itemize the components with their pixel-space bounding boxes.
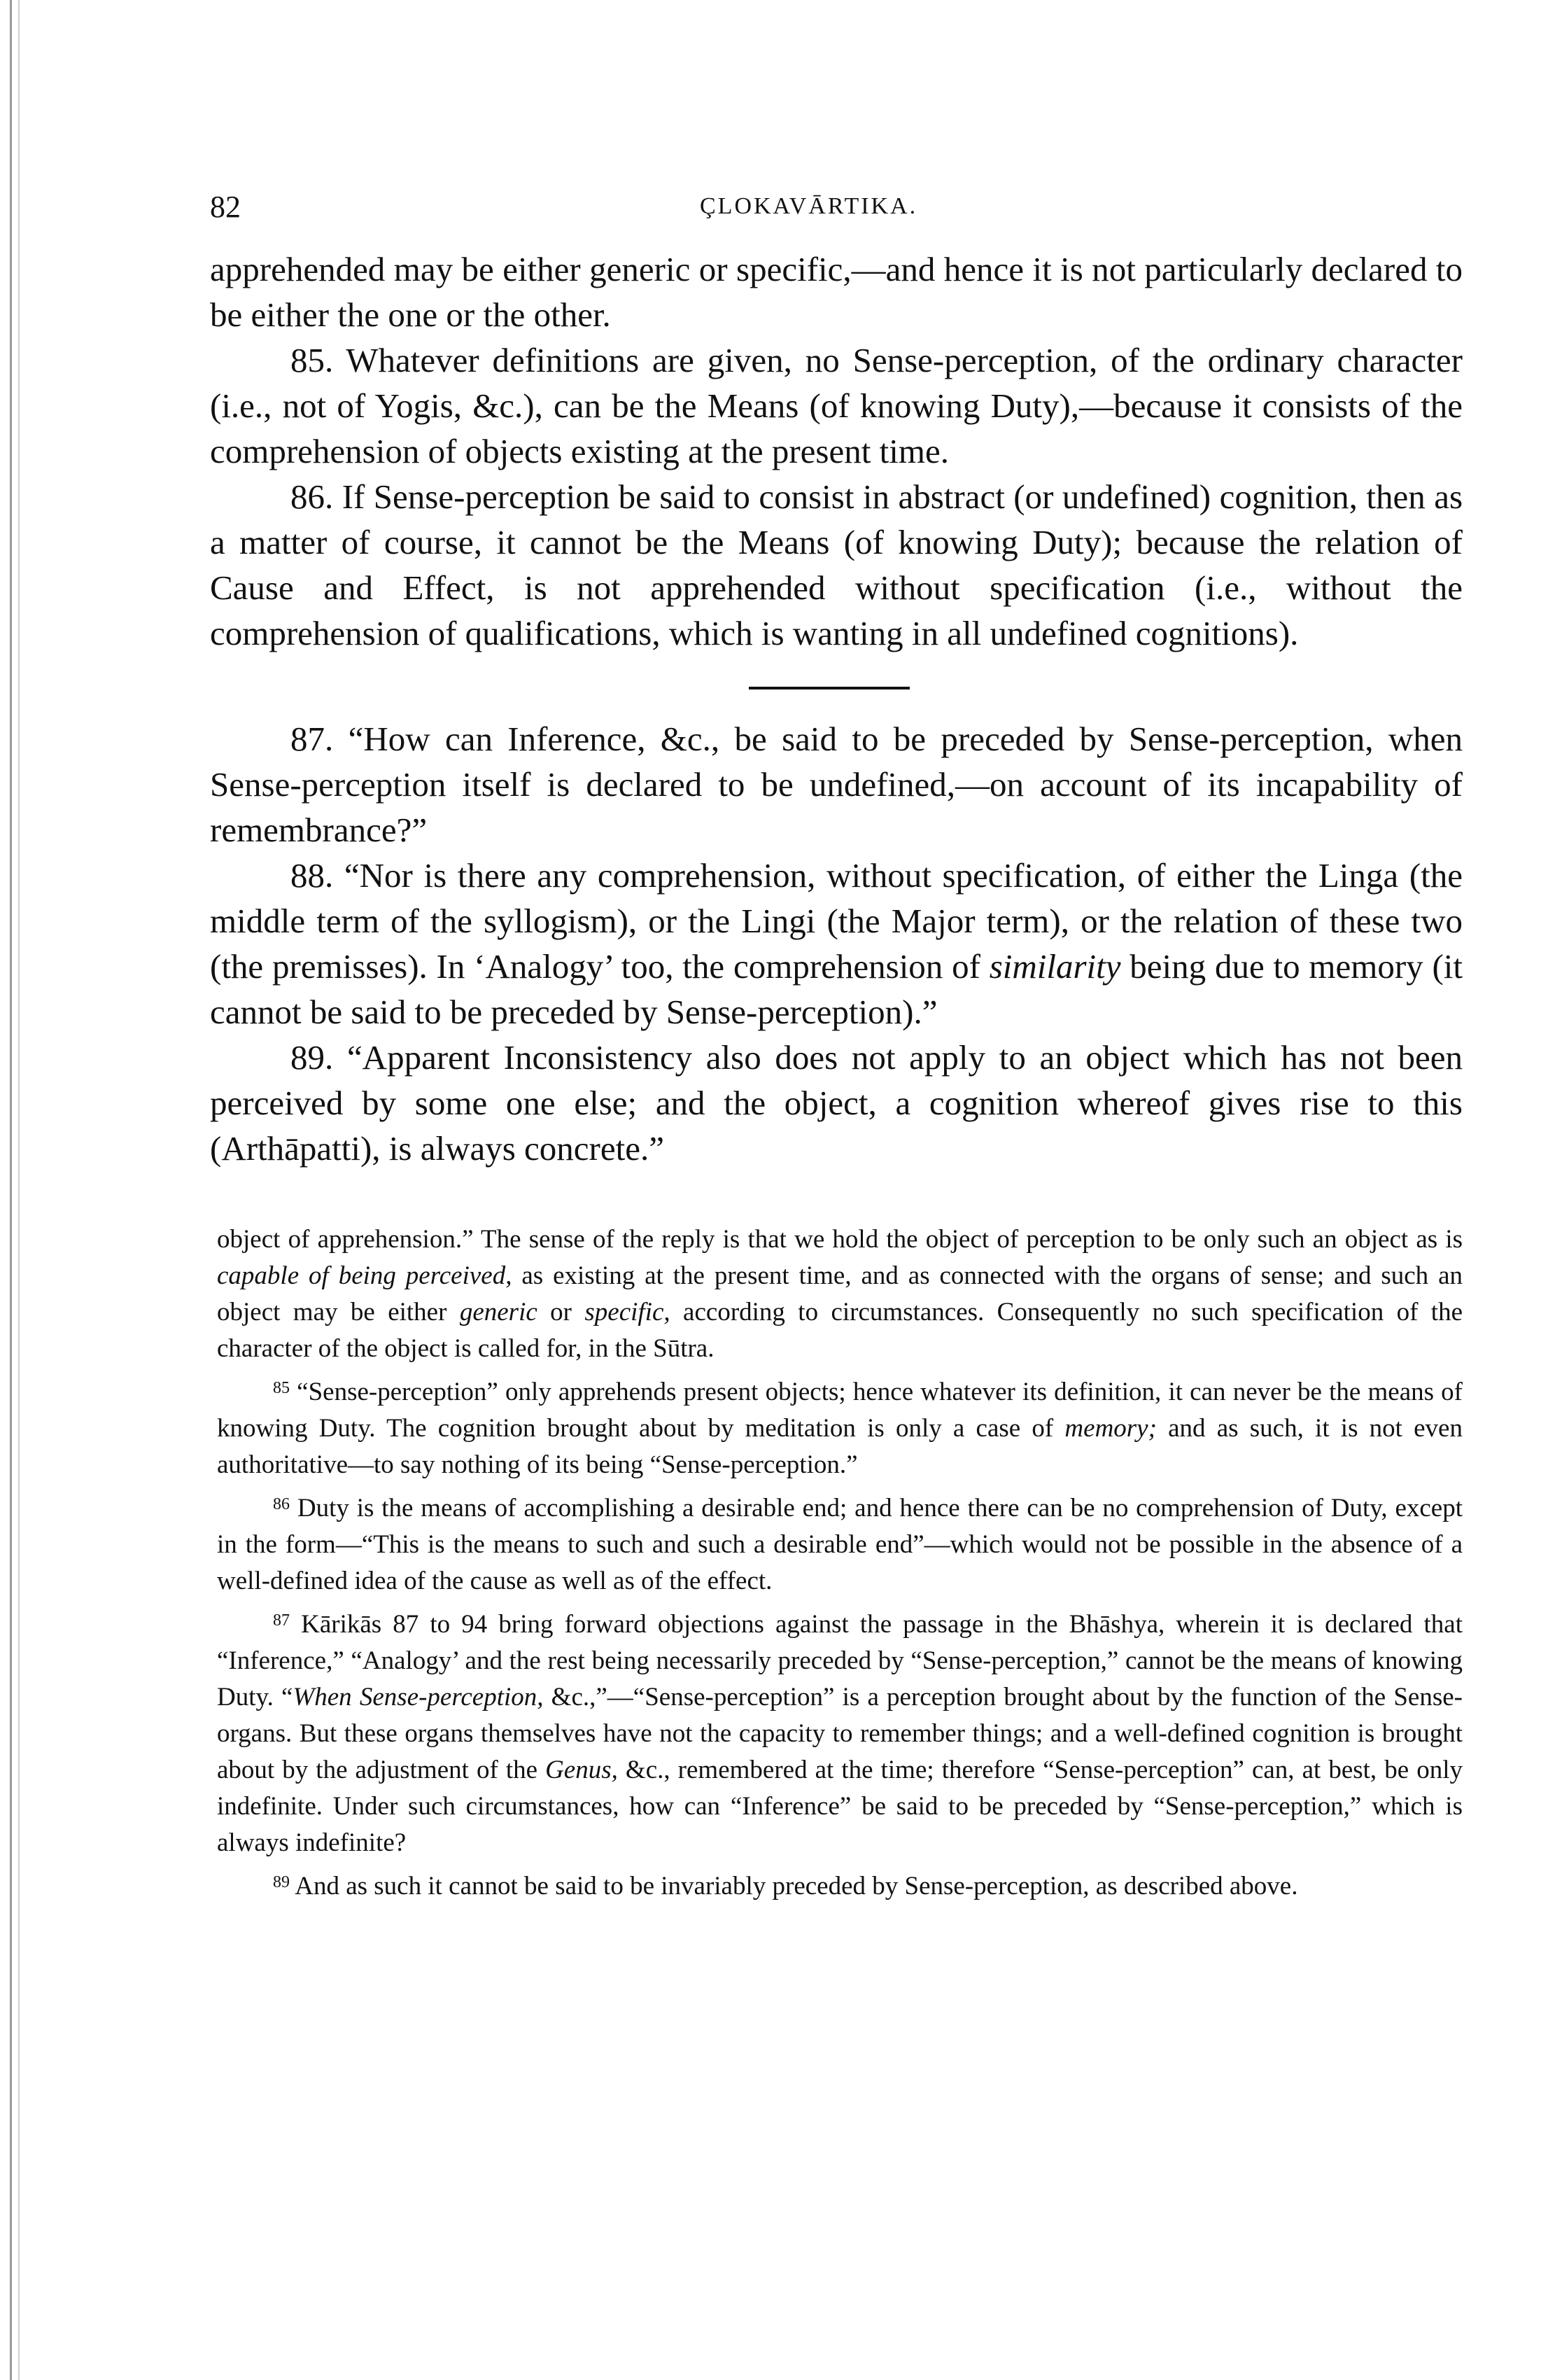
- verse-86: [210, 474, 1463, 656]
- verse-number: 87.: [290, 720, 334, 758]
- page-number: 82: [210, 190, 241, 224]
- footnote-86: [217, 1490, 1463, 1600]
- main-text: [210, 246, 1463, 1171]
- footnote-number: 85: [273, 1379, 290, 1397]
- footnote-text: or: [537, 1298, 585, 1326]
- verse-text: “Apparent Inconsistency also does not apply to an object which has not been perceived by some one else; and the object, a cognition whereof gives rise to this (Arthāpatti), is always concrete.”: [210, 1038, 1463, 1168]
- verse-87: [210, 716, 1463, 853]
- section-divider: [749, 687, 910, 690]
- footnote-text: Duty is the means of accomplishing a desirable end; and hence there can be no comprehension of Duty, except in the form—“This is the means to such and such a desirable end”—which would not be possible in the absence of a well-defined idea of the cause as well as of the effect.: [217, 1494, 1463, 1595]
- footnote-text: &c., remembered at the time; therefore “Sense-perception” can, at best, be only indefinite. Under such circumstances, how can “Inference” be said to be preceded by “Sense-perception,” which is always indefinite?: [217, 1756, 1463, 1857]
- verse-number: 88.: [290, 856, 334, 895]
- paragraph-text: apprehended may be either generic or specific,—and hence it is not particularly declared to be either the one or the other.: [210, 250, 1463, 334]
- verse-85: [210, 337, 1463, 474]
- paragraph-continued: [210, 246, 1463, 337]
- verse-text-cont: being due to memory (it cannot be said to be preceded by Sense-perception).”: [210, 947, 1463, 1031]
- verse-text: “How can Inference, &c., be said to be preceded by Sense-perception, when Sense-perception itself is declared to be undefined,—on account of its incapability of remembrance?”: [210, 720, 1463, 849]
- verse-text: “Nor is there any comprehension, without specification, of either the Linga (the middle term of the syllogism), or the Lingi (the Major term), or the relation of these two (the premisses). In ‘Analogy’ too, the comprehension of: [210, 856, 1463, 986]
- footnote-87: [217, 1606, 1463, 1861]
- footnotes: [210, 1222, 1463, 1905]
- verse-88: [210, 853, 1463, 1035]
- verse-89: [210, 1035, 1463, 1171]
- footnote-89: [217, 1868, 1463, 1905]
- running-head: [210, 189, 1463, 231]
- footnote-number: 86: [273, 1495, 290, 1513]
- emphasis: similarity: [989, 947, 1121, 986]
- footnote-text: object of apprehension.” The sense of the reply is that we hold the object of perception to be only such an object as is: [217, 1225, 1463, 1254]
- emphasis: generic: [459, 1298, 537, 1326]
- verse-text: Whatever definitions are given, no Sense-perception, of the ordinary character (i.e., not of Yogis, &c.), can be the Means (of knowing Duty),—because it consists of the comprehension of objects existing at the present time.: [210, 341, 1463, 470]
- emphasis: specific,: [584, 1298, 670, 1326]
- verse-number: 85.: [290, 341, 334, 379]
- footnote-continued: [217, 1222, 1463, 1367]
- running-title: ÇLOKAVĀRTIKA.: [700, 193, 918, 219]
- footnote-text: And as such it cannot be said to be invariably preceded by Sense-perception, as described above.: [295, 1872, 1298, 1900]
- emphasis: When Sense-perception,: [293, 1683, 544, 1712]
- footnote-text: according to circumstances. Consequently no such specification of the character of the object is called for, in the Sūtra.: [217, 1298, 1463, 1363]
- verse-number: 89.: [290, 1038, 334, 1077]
- footnote-number: 87: [273, 1611, 290, 1630]
- footnote-text: Kārikās 87 to 94 bring forward objections against the passage in the Bhāshya, wherein it is declared that “Inference,” “Analogy’ and the rest being necessarily preceded by “Sense-perception,” cannot be the means of knowing Duty. “: [217, 1610, 1463, 1712]
- page: [210, 189, 1463, 1905]
- footnote-number: 89: [273, 1873, 290, 1891]
- footnote-text: &c.,”—“Sense-perception” is a perception brought about by the function of the Sense-organs. But these organs themselves have not the capacity to remember things; and a well-defined cognition is brought about by the adjustment of the: [217, 1683, 1463, 1784]
- scan-edge-line-secondary: [18, 0, 20, 2380]
- footnote-85: [217, 1374, 1463, 1483]
- scan-edge-line: [10, 0, 12, 2380]
- emphasis: capable of being perceived,: [217, 1261, 512, 1290]
- verse-number: 86.: [290, 477, 334, 516]
- emphasis: Genus,: [545, 1756, 618, 1784]
- emphasis: memory;: [1064, 1414, 1157, 1443]
- footnote-text: and as such, it is not even authoritative—to say nothing of its being “Sense-perception.”: [217, 1414, 1463, 1479]
- verse-text: If Sense-perception be said to consist in abstract (or undefined) cognition, then as a matter of course, it cannot be the Means (of knowing Duty); because the relation of Cause and Effect, is not apprehended without specification (i.e., without the comprehension of qualifications, which is wanting in all undefined cognitions).: [210, 477, 1463, 652]
- footnote-text: as existing at the present time, and as connected with the organs of sense; and such an object may be either: [217, 1261, 1463, 1326]
- footnote-text: “Sense-perception” only apprehends present objects; hence whatever its definition, it can never be the means of knowing Duty. The cognition brought about by meditation is only a case of: [217, 1378, 1463, 1443]
